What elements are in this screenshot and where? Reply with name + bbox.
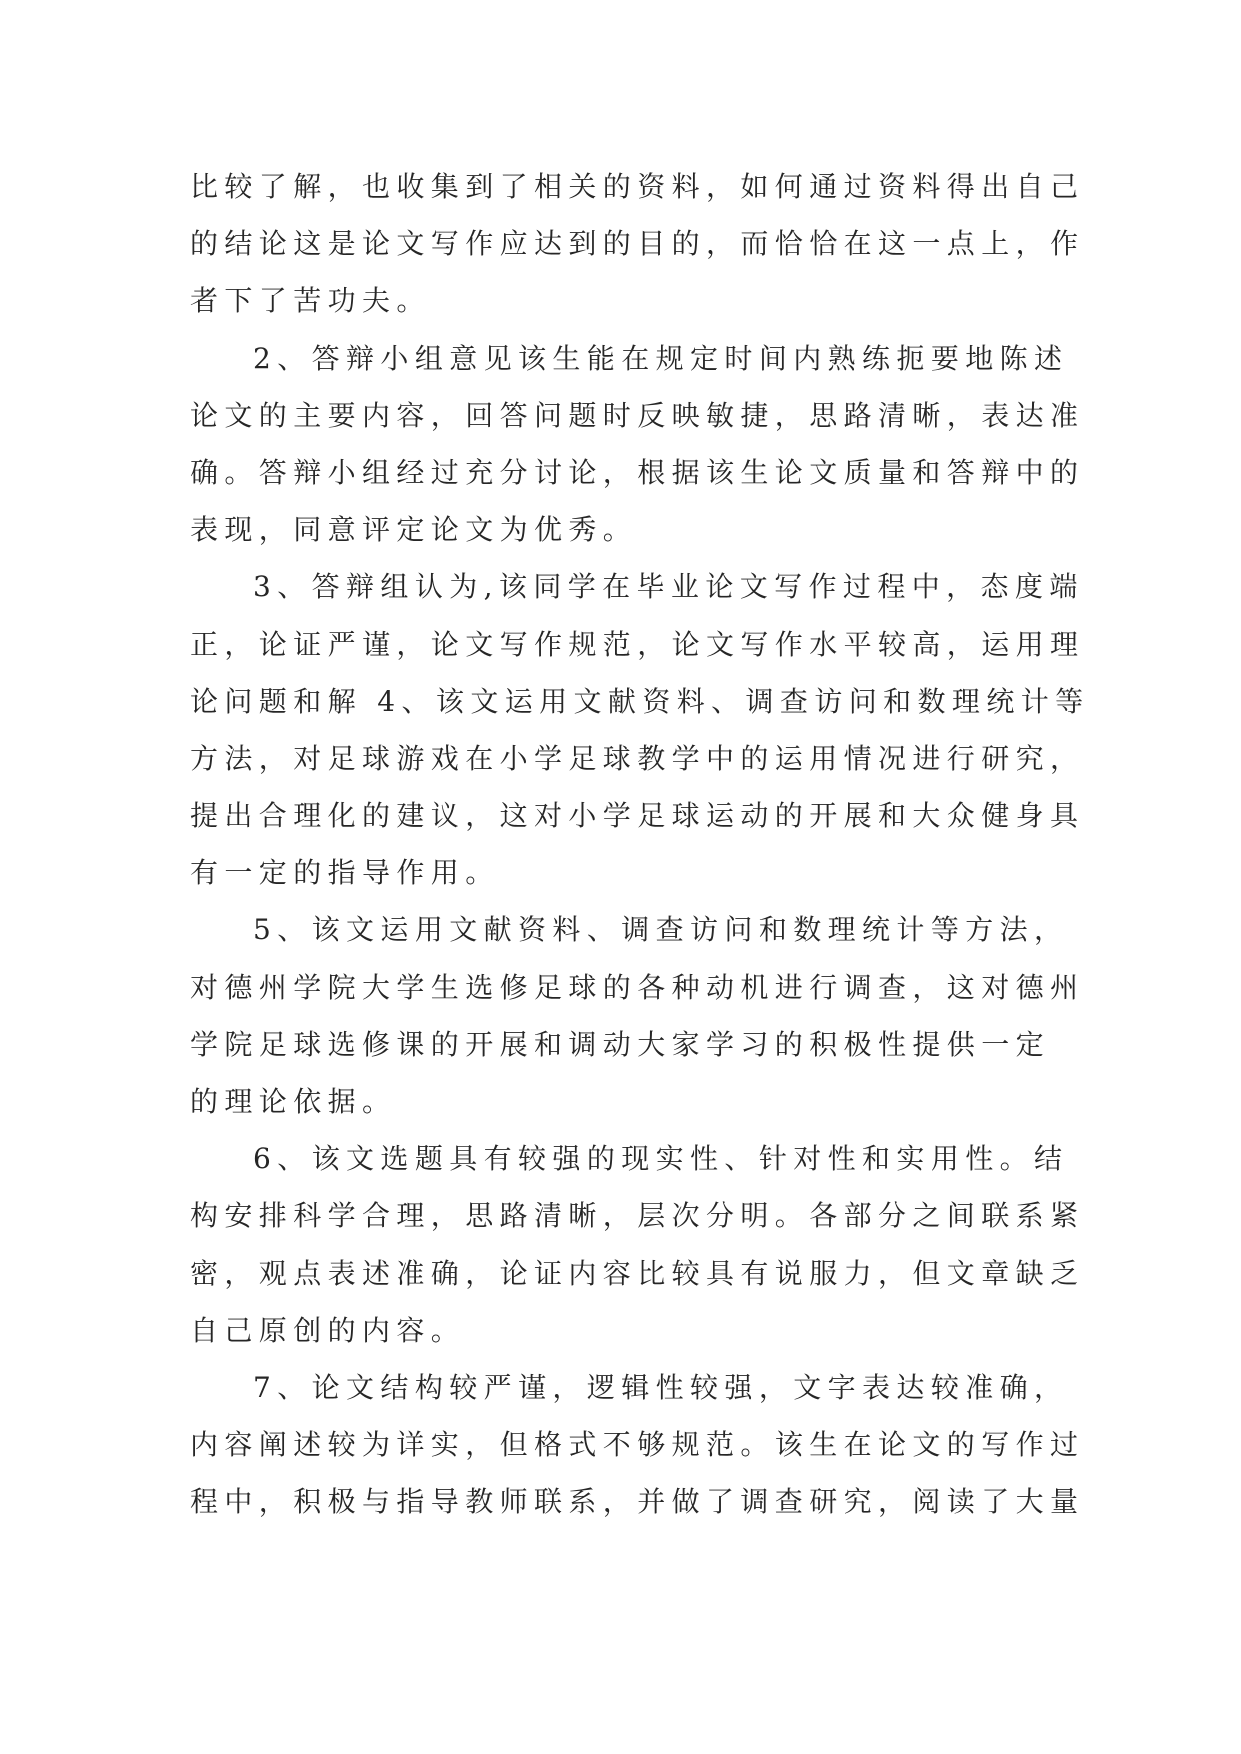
text-line: 有一定的指导作用。 (190, 856, 500, 890)
body-text (190, 158, 1090, 1531)
paragraph-3-first-line: 3、答辩组认为,该同学在毕业论文写作过程中，态度端 (253, 570, 1084, 604)
text-line: 比较了解，也收集到了相关的资料，如何通过资料得出自己 (190, 170, 1085, 203)
text-line: 论问题和解 4、该文运用文献资料、调查访问和数理统计等 (190, 684, 1090, 718)
paragraph-5-first-line: 5、该文运用文献资料、调查访问和数理统计等方法， (253, 913, 1069, 947)
text-line: 表现，同意评定论文为优秀。 (190, 513, 638, 547)
text-line: 程中，积极与指导教师联系，并做了调查研究，阅读了大量 (190, 1485, 1085, 1519)
text-line: 论文的主要内容，回答问题时反映敏捷，思路清晰，表达准 (190, 398, 1085, 432)
paragraph-7-first-line: 7、论文结构较严谨，逻辑性较强，文字表达较准确， (253, 1370, 1069, 1404)
text-line: 者下了苦功夫。 (190, 284, 431, 318)
text-line: 内容阐述较为详实，但格式不够规范。该生在论文的写作过 (190, 1428, 1085, 1462)
text-line: 密，观点表述准确，论证内容比较具有说服力，但文章缺乏 (190, 1256, 1085, 1290)
text-line: 提出合理化的建议，这对小学足球运动的开展和大众健身具 (190, 799, 1085, 833)
text-line: 方法，对足球游戏在小学足球教学中的运用情况进行研究， (190, 741, 1085, 775)
text-line: 正，论证严谨，论文写作规范，论文写作水平较高，运用理 (190, 627, 1085, 661)
text-line: 学院足球选修课的开展和调动大家学习的积极性提供一定 (190, 1027, 1051, 1061)
text-line: 的理论依据。 (190, 1085, 397, 1118)
text-line: 对德州学院大学生选修足球的各种动机进行调查，这对德州 (190, 970, 1085, 1004)
paragraph-6-first-line: 6、该文选题具有较强的现实性、针对性和实用性。结 (253, 1142, 1069, 1176)
text-line: 自己原创的内容。 (190, 1313, 466, 1347)
text-line: 构安排科学合理，思路清晰，层次分明。各部分之间联系紧 (190, 1199, 1085, 1233)
text-line: 的结论这是论文写作应达到的目的，而恰恰在这一点上，作 (190, 227, 1085, 261)
paragraph-2-first-line: 2、答辩小组意见该生能在规定时间内熟练扼要地陈述 (253, 341, 1069, 375)
text-line: 确。答辩小组经过充分讨论，根据该生论文质量和答辩中的 (190, 455, 1085, 489)
